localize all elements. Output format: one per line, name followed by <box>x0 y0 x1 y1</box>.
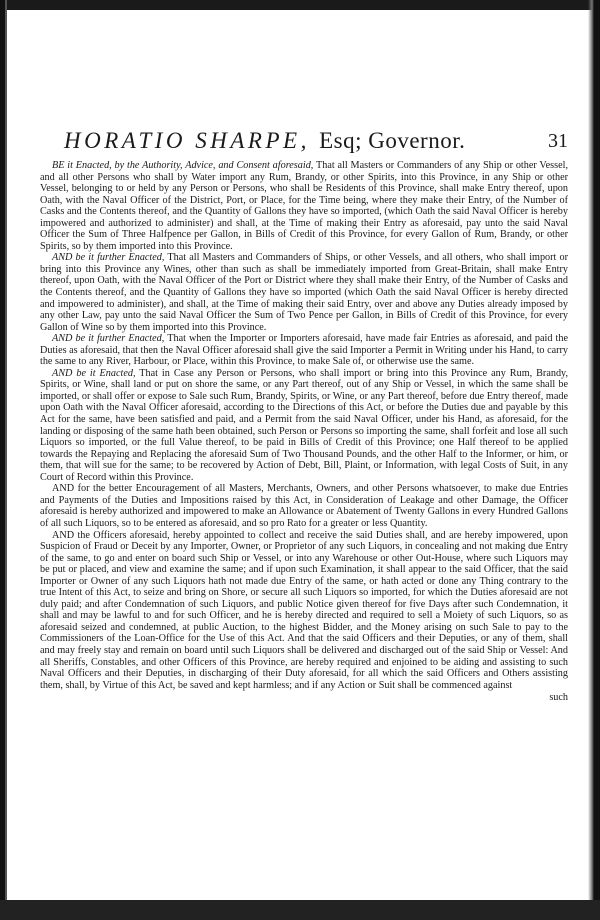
running-title-name: HORATIO SHARPE, <box>64 128 310 153</box>
paragraph-text: That all Masters and Commanders of Ships, or other Vessels, and all others, who shall import or bring into this Province any Wines, other than such as shall be immediately imported from Great-Britain, shall make Entry thereof, upon Oath, with the Naval Officer of the Port or District where they shall make their Entry, of the Number of Casks and the Contents thereof, and the Quantity of Gallons they have so imported (which Oath the said Naval Officer is hereby directed and impowered to administer), and shall, at the Time of making their said Entry, over and above any Duties already imposed by any other Law, pay unto the said Naval Officer the Sum of Two Pence per Gallon, in Bills of Credit of this Province, for every Gallon of Wine so by them imported into this Province. <box>40 252 568 333</box>
paragraph-text: That all Masters or Commanders of any Ship or other Vessel, and all other Persons who shall by Water import any Rum, Brandy, or other Spirits, into this Province, in any Ship or other Vessel, belonging to or held by any Person or Persons, who shall be Residents of this Province, shall make Entry thereof, upon Oath, with the Naval Officer of the District, Port, or Place, for the Time being, where they make their Entry, of the Number of Casks and the Contents thereof, and the Quantity of Gallons they have so imported, (which Oath the said Naval Officer is hereby impowered and authorized to administer) and shall, at the Time of making their Entry as aforesaid, pay unto the said Naval Officer the Sum of Three Halfpence per Gallon, in Bills of Credit of this Province, for every Gallon of Rum, Brandy, or other Spirits, so by them imported into this Province. <box>40 160 568 252</box>
paragraph-text: That in Case any Person or Persons, who shall import or bring into this Province any Rum, Brandy, Spirits, or Wine, shall land or put on shore the same, or any Part thereof, out of any Ship or Vessel, in which the same shall be imported, or shall offer or expose to Sale such Rum, Brandy, Spirits, or Wine, or any Part thereof, before due Entry thereof, made upon Oath with the Naval Officer aforesaid, according to the Directions of this Act, or before the Duties due and payable by this Act for the same, have been satisfied and paid, and a Permit from the said Naval Officer, under his Hand, as aforesaid, for the landing or disposing of the same hath been obtained, such Person or Persons so importing the same, shall forfeit and lose all such Liquors so imported, or the full Value thereof, to be paid in Bills of Credit of this Province; one Half thereof to be applied towards the Repaying and Replacing the aforesaid Sum of Two Thousand Pounds, and the other Half to the Informer, or him, or them, that will sue for the same; to be recovered by Action of Debt, Bill, Plaint, or Information, with legal Costs of Suit, in any Court of Record within this Province. <box>40 367 569 483</box>
running-title <box>64 128 465 154</box>
paragraph-lead: AND <box>52 483 75 495</box>
paragraph-text: That when the Importer or Importers aforesaid, have made fair Entries as aforesaid, and paid the Duties as aforesaid, that then the Naval Officer aforesaid shall give the said Importer a Permit in Writing under his Hand, to carry the same to any River, Harbour, or Place, within this Province, to make Sale of, or otherwise use the same. <box>40 333 568 368</box>
catchword: such <box>549 692 568 704</box>
paragraph-lead: AND be it further Enacted, <box>52 252 165 264</box>
page-number: 31 <box>548 130 568 152</box>
running-title-suffix: Esq; Governor. <box>319 128 466 153</box>
document-page <box>40 128 568 828</box>
paragraph <box>40 483 568 529</box>
paragraph-lead: AND be it Enacted, <box>52 367 136 379</box>
paragraph-lead: AND be it further Enacted, <box>52 333 165 345</box>
body-text <box>40 160 568 691</box>
paragraph <box>40 252 568 333</box>
page-header <box>40 128 568 156</box>
paragraph <box>40 368 568 483</box>
scan-bottom-edge <box>0 894 600 920</box>
paragraph-text: the Officers aforesaid, hereby appointed to collect and receive the said Duties shall, and are hereby impowered, upon Suspicion of Fraud or Deceit by any Importer, Owner, or Proprietor of any such Liquors, in concealing and not making due Entry of the same, to go and enter on board such Ship or Vessel, or into any Warehouse or other Out-House, where such Liquors may be put or placed, and view and examine the same; and if upon such Examination, it shall appear to the said Officer, that the said Importer or Owner of any such Liquors hath not made due Entry of the same, or hath acted or done any Thing contrary to the true Intent of this Act, to seize and bring on Shore, or secure all such Liquors so imported, for which the Duties aforesaid are not duly paid; and after Condemnation of such Liquors, and public Notice given thereof for five Days after such Condemnation, it shall and may be lawful to and for such Officer, and he is hereby directed and required to sell a Moiety of such Liquors, so as aforesaid seized and condemned, at public Auction, to the highest Bidder, and the Money arising on such Sale to pay to the Commissioners of the Loan-Office for the Use of this Act. And that the said Officers and their Deputies, or any of them, shall and may freely stay and remain on board until such Liquors shall be delivered and discharged out of the said Ship or Vessel: And all Sheriffs, Constables, and other Officers of this Province, are hereby required and enjoined to be aiding and assisting to such Naval Officers and their Deputies, in discharging of their Duty aforesaid, for all which the said Officers and Others assisting them, shall, by Virtue of this Act, be saved and kept harmless; and if any Action or Suit shall be commenced against <box>40 529 568 691</box>
paragraph-lead: AND <box>52 529 75 541</box>
paragraph <box>40 333 568 368</box>
scan-right-edge <box>588 0 600 920</box>
scan-top-edge <box>0 0 600 14</box>
paragraph <box>40 530 568 692</box>
scan-left-edge <box>0 0 10 920</box>
paragraph-lead: BE it Enacted, by the Authority, Advice, and Consent aforesaid, <box>52 160 314 171</box>
paragraph-text: for the better Encouragement of all Masters, Merchants, Owners, and other Persons whatsoever, to make due Entries and Payments of the Duties and Impositions raised by this Act, in Consideration of Leakage and other Damage, the Officer aforesaid is hereby authorized and impowered to make an Allowance or Abatement of Twenty Gallons in every Hundred Gallons of all such Liquors, so to be entered as aforesaid, and so pro Rato for a greater or less Quantity. <box>40 483 569 529</box>
paragraph <box>40 160 568 252</box>
